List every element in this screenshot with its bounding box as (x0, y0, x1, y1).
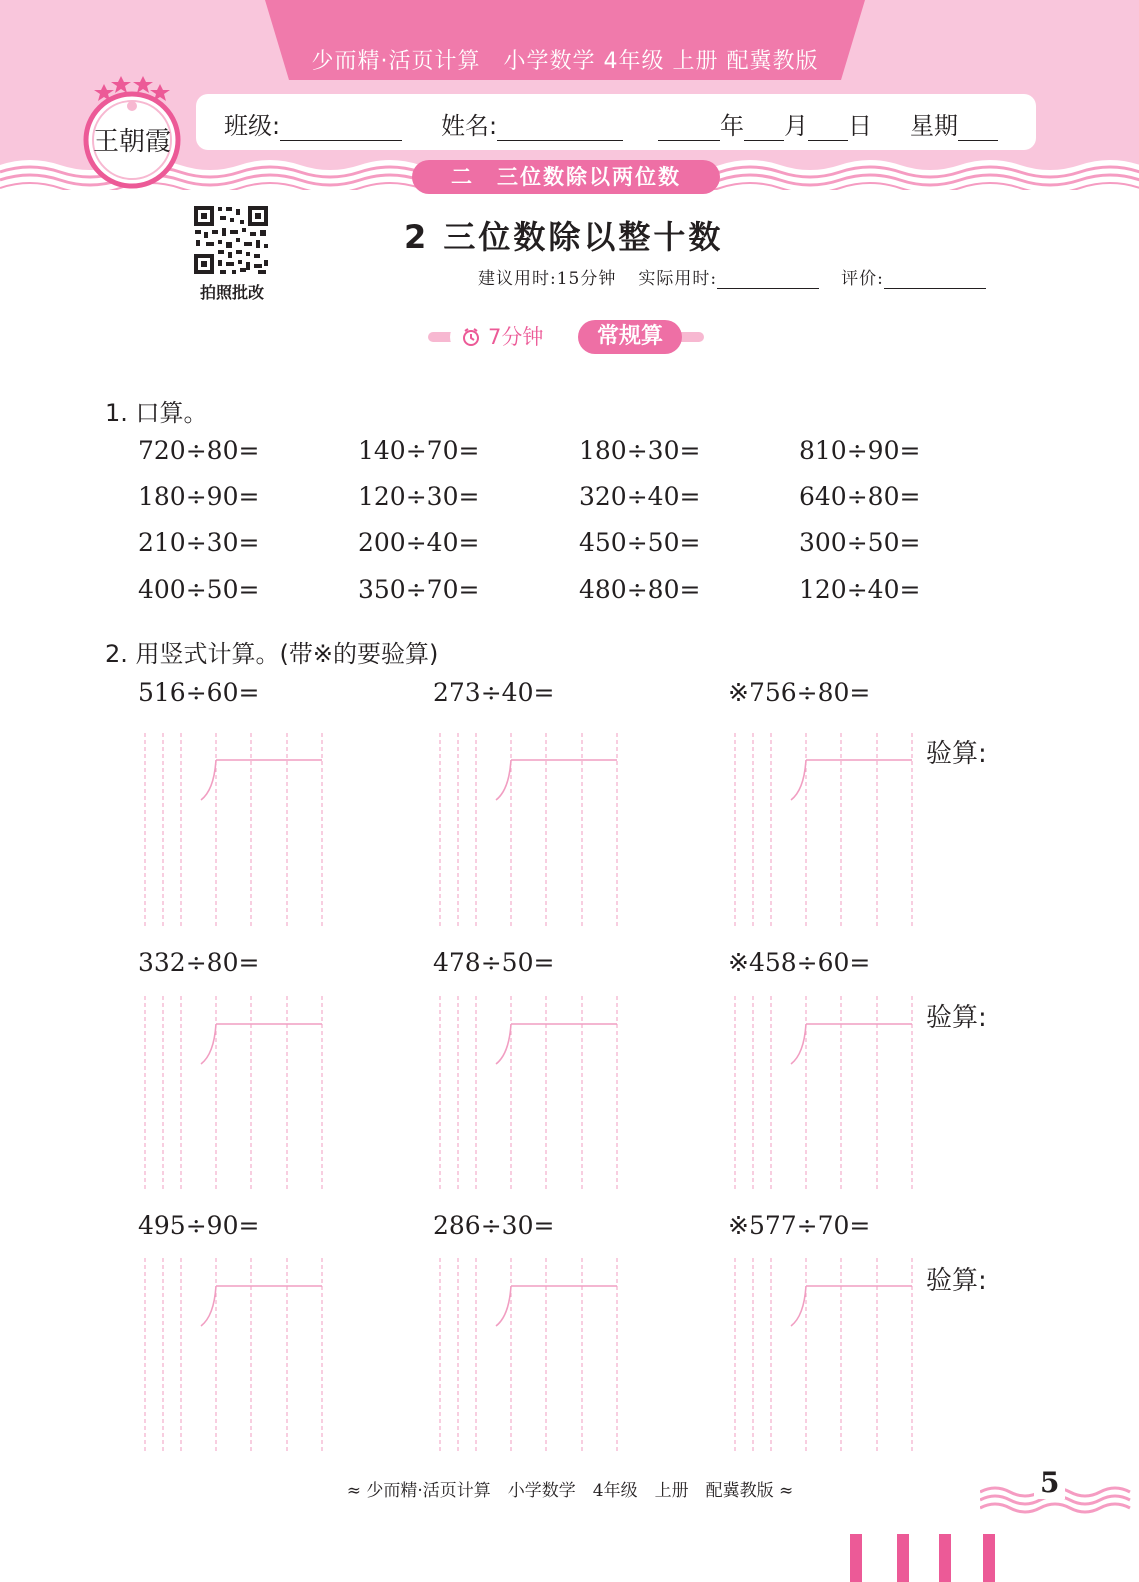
long-division-grid[interactable] (440, 733, 617, 928)
oral-problem: 300÷50= (799, 528, 921, 557)
q2-heading: 2. 用竖式计算。(带※的要验算) (105, 640, 439, 668)
suggested-time: 建议用时:15分钟 (478, 269, 617, 289)
division-bracket (201, 760, 322, 800)
division-bracket (791, 1024, 912, 1064)
chapter-title: 二 三位数除以两位数 (412, 160, 720, 194)
name-label: 姓名: (441, 112, 498, 140)
long-division-grid[interactable] (735, 1258, 912, 1452)
vertical-problem: 495÷90= (138, 1211, 260, 1240)
practice-kind: 常规算 (578, 320, 682, 354)
long-division-grid[interactable] (735, 733, 912, 928)
long-division-grid[interactable] (735, 996, 912, 1190)
footer-text: ≈ 少而精·活页计算 小学数学 4年级 上册 配冀教版 ≈ (346, 1481, 794, 1501)
qr-label: 拍照批改 (199, 283, 264, 302)
vertical-problem: ※458÷60= (728, 948, 871, 977)
division-bracket (201, 1286, 322, 1326)
vertical-problem: ※577÷70= (728, 1211, 871, 1240)
vertical-problem: ※756÷80= (728, 678, 871, 707)
q1-heading: 1. 口算。 (105, 399, 208, 427)
footer-stripe (850, 1534, 862, 1582)
verify-label: 验算: (926, 1266, 987, 1296)
division-bracket (496, 1024, 617, 1064)
practice-time: 7分钟 (488, 325, 544, 349)
verify-label: 验算: (926, 739, 987, 769)
oral-problem: 120÷30= (358, 482, 480, 511)
series-title: 少而精·活页计算 小学数学 4年级 上册 配冀教版 (311, 49, 819, 74)
division-bracket (496, 760, 617, 800)
weekday-label: 星期 (910, 112, 958, 140)
footer-stripe (983, 1534, 995, 1582)
class-label: 班级: (224, 112, 281, 140)
actual-time-label: 实际用时: (638, 269, 718, 289)
page-number: 5 (1034, 1466, 1065, 1499)
oral-problem: 450÷50= (579, 528, 701, 557)
day-label: 日 (848, 112, 872, 140)
vertical-problem: 286÷30= (433, 1211, 555, 1240)
oral-problem: 320÷40= (579, 482, 701, 511)
long-division-grid[interactable] (145, 733, 322, 928)
logo-text: 王朝霞 (92, 127, 172, 157)
oral-problem: 480÷80= (579, 575, 701, 604)
division-bracket (791, 1286, 912, 1326)
month-label: 月 (784, 112, 808, 140)
oral-problem: 180÷90= (138, 482, 260, 511)
footer-stripe (939, 1534, 951, 1582)
long-division-grid[interactable] (440, 996, 617, 1190)
oral-problem: 120÷40= (799, 575, 921, 604)
year-label: 年 (720, 112, 744, 140)
verify-label: 验算: (926, 1003, 987, 1033)
oral-problem: 810÷90= (799, 436, 921, 465)
oral-problem: 720÷80= (138, 436, 260, 465)
long-division-grid[interactable] (145, 1258, 322, 1452)
oral-problem: 180÷30= (579, 436, 701, 465)
oral-problem: 140÷70= (358, 436, 480, 465)
division-bracket (791, 760, 912, 800)
lesson-title: 2 三位数除以整十数 (404, 218, 724, 256)
vertical-problem: 273÷40= (433, 678, 555, 707)
long-division-grid[interactable] (145, 996, 322, 1190)
division-bracket (201, 1024, 322, 1064)
vertical-problem: 478÷50= (433, 948, 555, 977)
vertical-problem: 516÷60= (138, 678, 260, 707)
vertical-problem: 332÷80= (138, 948, 260, 977)
oral-problem: 400÷50= (138, 575, 260, 604)
oral-problem: 350÷70= (358, 575, 480, 604)
oral-problem: 640÷80= (799, 482, 921, 511)
oral-problem: 200÷40= (358, 528, 480, 557)
long-division-grid[interactable] (440, 1258, 617, 1452)
oral-problem: 210÷30= (138, 528, 260, 557)
footer-stripe (897, 1534, 909, 1582)
evaluation-label: 评价: (841, 269, 884, 289)
division-bracket (496, 1286, 617, 1326)
